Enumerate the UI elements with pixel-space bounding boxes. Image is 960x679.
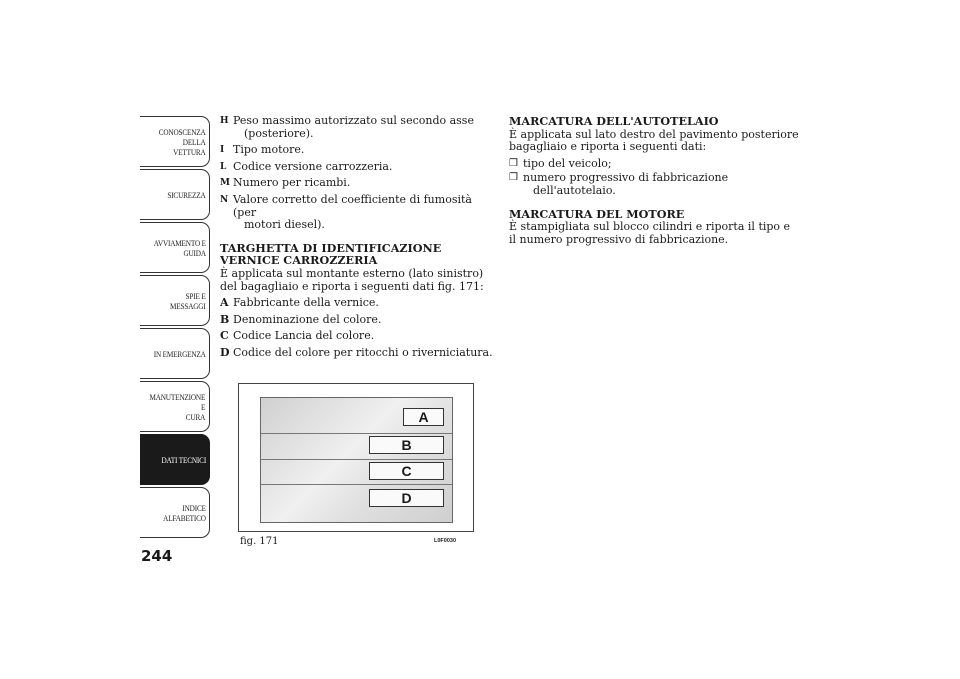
list-item xyxy=(220,144,498,157)
tab-label: IN EMERGENZA xyxy=(153,348,206,359)
item-letter: I xyxy=(220,145,225,156)
section-paragraph: È applicata sul montante esterno (lato sinistro) del bagagliaio e riporta i seguenti dati fig. 171: xyxy=(220,266,484,293)
list-item xyxy=(220,194,498,232)
tab-in-emergenza[interactable] xyxy=(140,328,210,379)
item-text: Tipo motore. xyxy=(233,143,305,157)
tab-label: SPIE E MESSAGGI xyxy=(170,290,206,311)
list-item xyxy=(220,347,498,360)
checkbox-bullet-icon: ❒ xyxy=(509,157,518,169)
item-text: Fabbricante della vernice. xyxy=(233,296,379,310)
tab-dati-tecnici[interactable] xyxy=(140,434,210,485)
figure-caption: fig. 171 xyxy=(240,536,279,547)
section-heading: MARCATURA DEL MOTORE xyxy=(509,206,685,221)
item-text: Peso massimo autorizzato sul secondo asse xyxy=(233,114,474,127)
bullet-text: numero progressivo di fabbricazione xyxy=(523,171,729,185)
tab-label: DATI TECNICI xyxy=(161,454,206,465)
right-column xyxy=(509,115,799,250)
item-text: Numero per ricambi. xyxy=(233,176,351,190)
section-heading: TARGHETTA DI IDENTIFICAZIONE VERNICE CARROZZERIA xyxy=(220,240,442,268)
plate-divider xyxy=(261,484,452,485)
list-item xyxy=(220,297,498,310)
identification-plate xyxy=(260,397,453,523)
tab-label: AVVIAMENTO E GUIDA xyxy=(153,237,206,258)
plate-divider xyxy=(261,433,452,434)
tab-label: SICUREZZA xyxy=(167,189,206,200)
item-letter: N xyxy=(220,194,229,205)
plate-label-b: B xyxy=(369,436,444,454)
checkbox-bullet-icon: ❒ xyxy=(509,172,518,184)
list-item xyxy=(220,314,498,327)
tab-label: INDICE ALFABETICO xyxy=(162,502,206,523)
plate-label-c: C xyxy=(369,462,444,480)
item-text: Valore corretto del coefficiente di fumosità (per xyxy=(233,192,472,219)
item-text: Codice Lancia del colore. xyxy=(233,329,375,343)
plate-divider xyxy=(261,459,452,460)
item-text-continued: (posteriore). xyxy=(244,126,314,140)
tab-conoscenza-della-vettura[interactable] xyxy=(140,116,210,167)
bullet-item xyxy=(509,172,799,197)
tab-label: CONOSCENZA DELLA VETTURA xyxy=(158,126,206,157)
plate-label-a: A xyxy=(403,408,444,426)
item-text: Codice versione carrozzeria. xyxy=(233,159,393,173)
bullet-text-continued: dell'autotelaio. xyxy=(533,183,616,197)
tab-manutenzione-e-cura[interactable] xyxy=(140,381,210,432)
section-heading: MARCATURA DELL'AUTOTELAIO xyxy=(509,114,719,128)
item-letter: D xyxy=(220,345,230,359)
item-text: Denominazione del colore. xyxy=(233,312,382,326)
item-letter: C xyxy=(220,329,229,343)
section-paragraph: È stampigliata sul blocco cilindri e riporta il tipo e il numero progressivo di fabbricazione. xyxy=(509,220,791,246)
paint-plate-figure xyxy=(238,383,474,532)
plate-label-d: D xyxy=(369,489,444,507)
item-letter: M xyxy=(220,178,230,189)
figure-code: L0F0030 xyxy=(434,538,457,544)
bullet-text: tipo del veicolo; xyxy=(523,156,612,170)
item-text: Codice del colore per ritocchi o riverniciatura. xyxy=(233,345,493,359)
page-number: 244 xyxy=(141,547,173,565)
list-item xyxy=(220,115,498,140)
item-letter: L xyxy=(220,161,227,172)
item-letter: A xyxy=(220,296,229,310)
tab-sicurezza[interactable] xyxy=(140,169,210,220)
list-item xyxy=(220,177,498,190)
tab-avviamento-e-guida[interactable] xyxy=(140,222,210,273)
item-text-continued: motori diesel). xyxy=(244,218,325,232)
bullet-item xyxy=(509,158,799,171)
tab-spie-e-messaggi[interactable] xyxy=(140,275,210,326)
tab-indice-alfabetico[interactable] xyxy=(140,487,210,538)
list-item xyxy=(220,161,498,174)
list-item xyxy=(220,330,498,343)
tab-label: MANUTENZIONE E CURA xyxy=(149,391,206,422)
item-letter: H xyxy=(220,116,229,126)
left-column xyxy=(220,115,498,364)
section-paragraph: È applicata sul lato destro del pavimento posteriore bagagliaio e riporta i seguenti dati: xyxy=(509,127,799,154)
item-letter: B xyxy=(220,312,230,326)
